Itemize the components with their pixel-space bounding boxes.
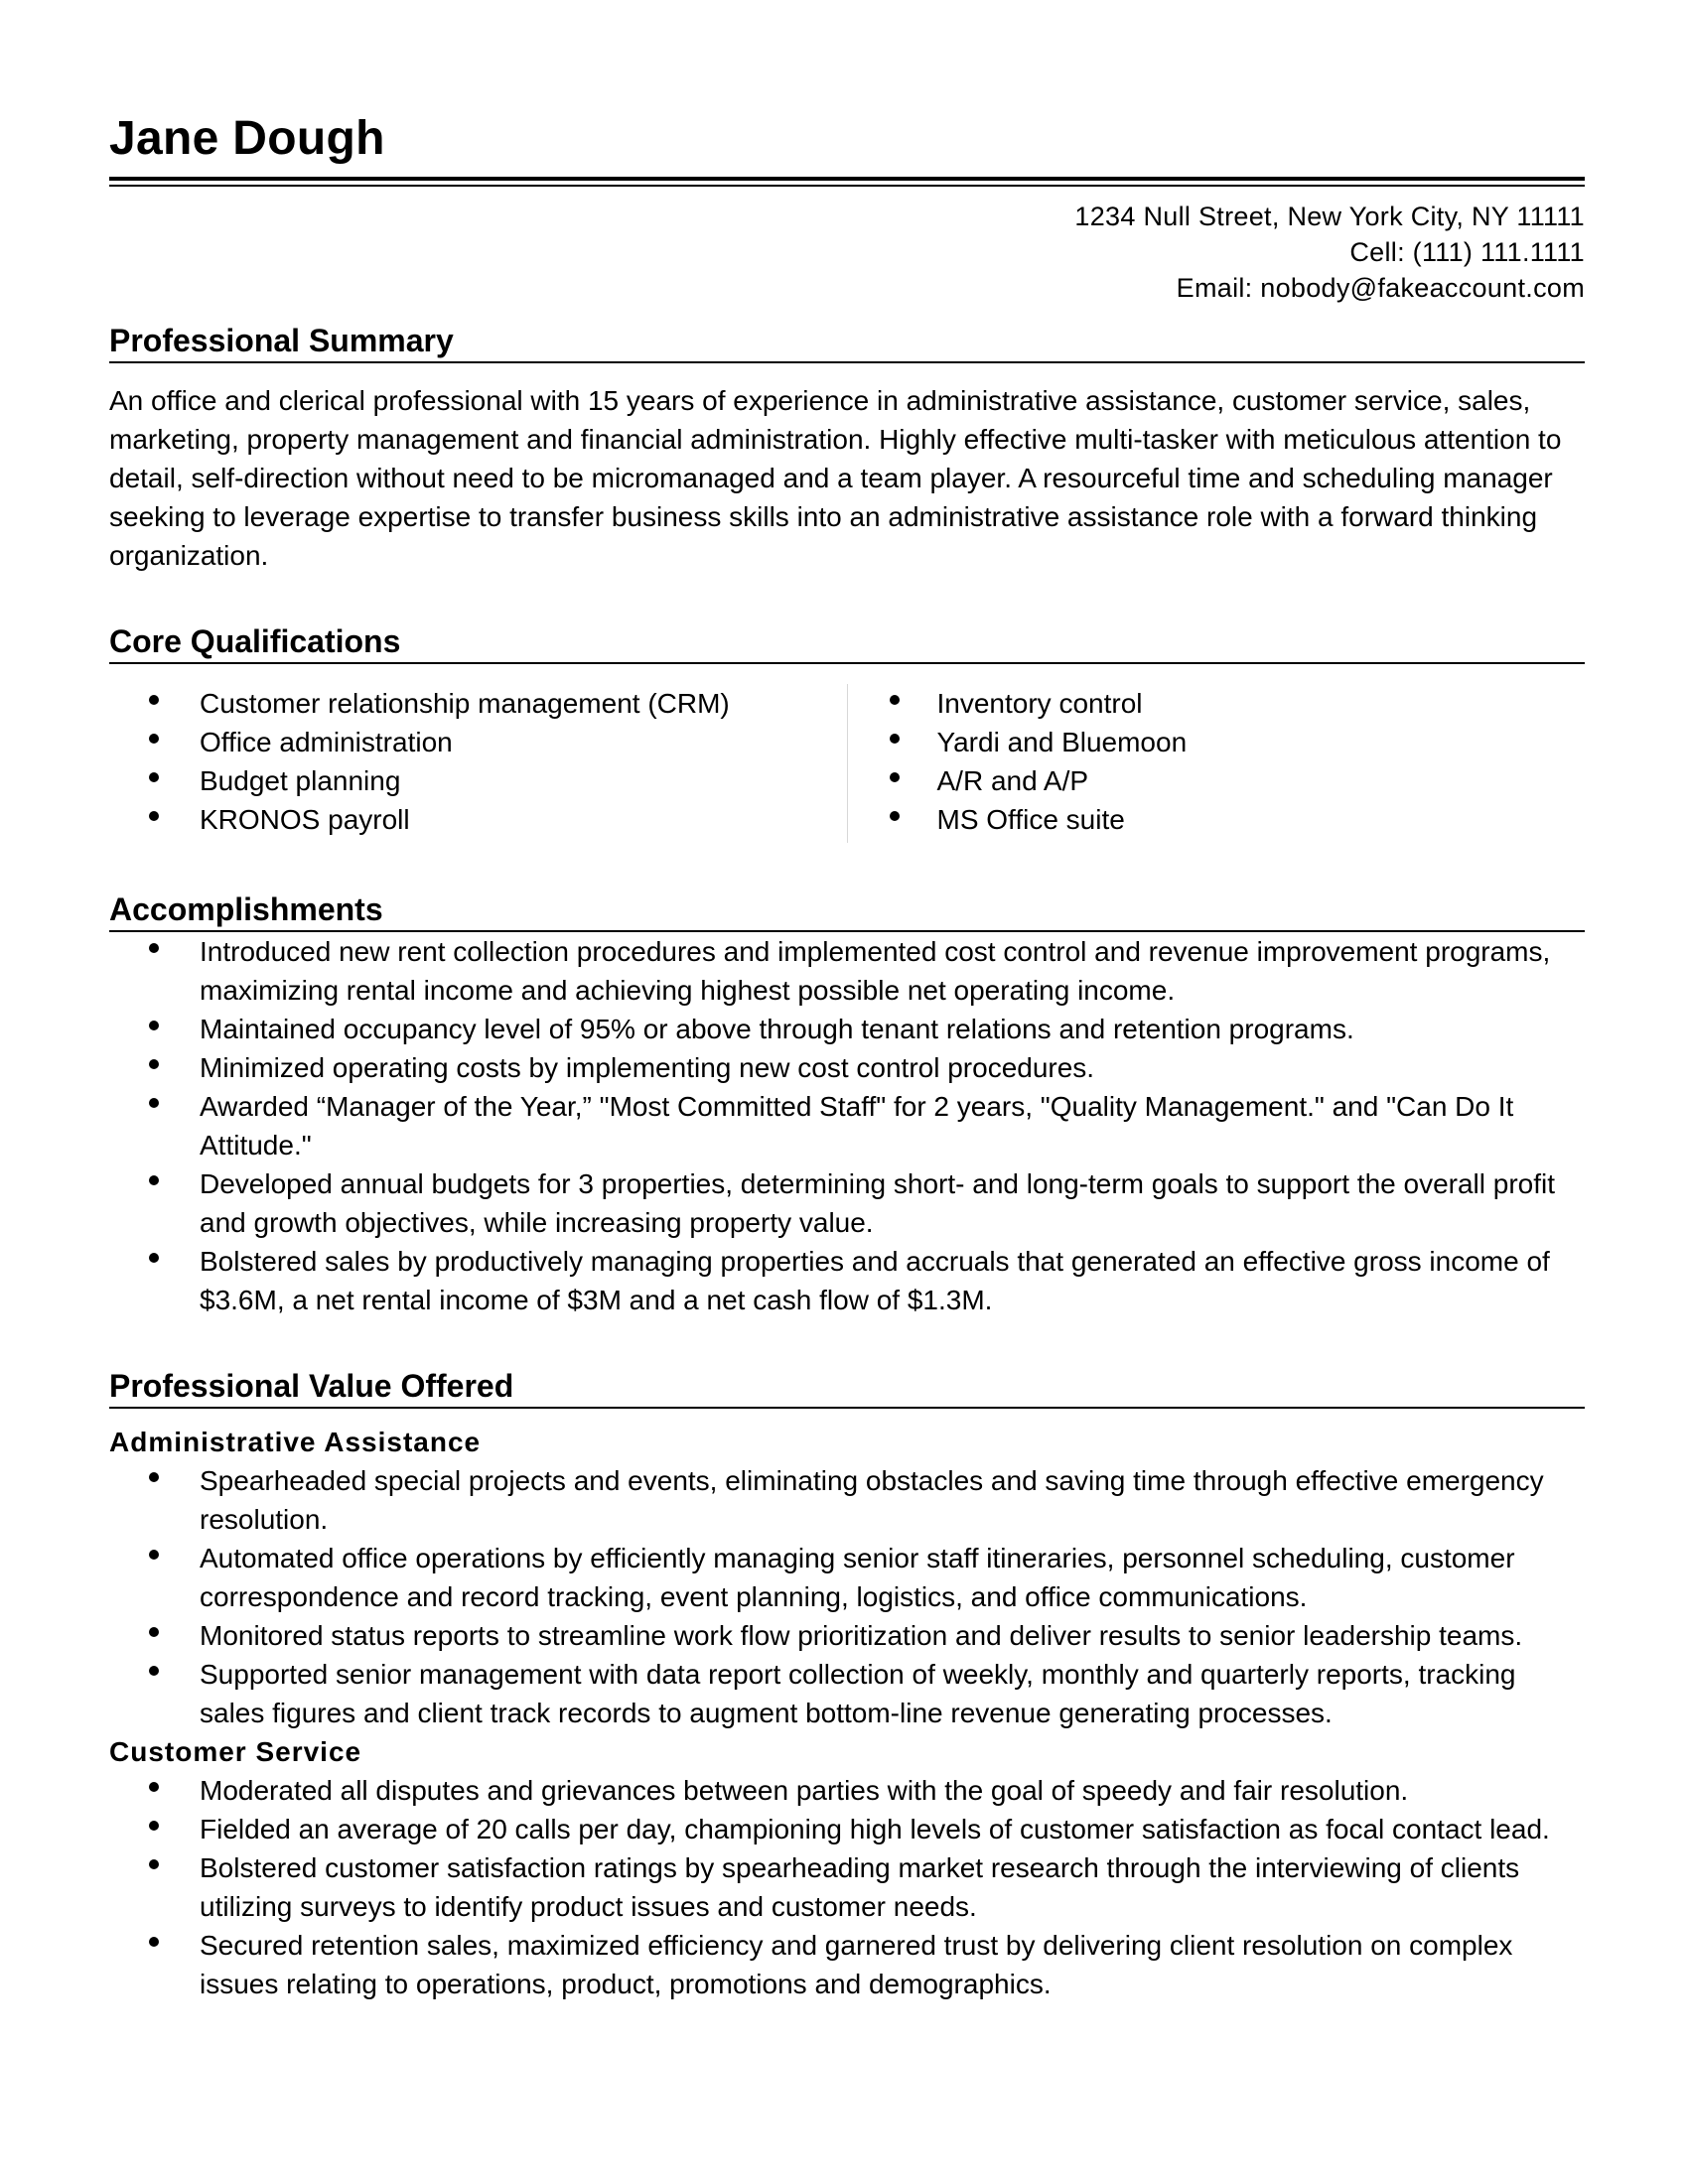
list-item: Spearheaded special projects and events, eliminating obstacles and saving time through effective emergency resolution.: [109, 1461, 1585, 1539]
bullet-icon: [149, 811, 159, 821]
section-core-qualifications: [109, 622, 1585, 843]
list-item: Minimized operating costs by implementing new cost control procedures.: [109, 1048, 1585, 1087]
bullet-icon: [149, 1175, 159, 1185]
list-item: Inventory control: [848, 684, 1586, 723]
bullet-icon: [149, 943, 159, 953]
contact-block: [109, 199, 1585, 306]
bullet-icon: [149, 1782, 159, 1792]
list-item: Supported senior management with data report collection of weekly, monthly and quarterly reports, tracking sales figures and client track records to augment bottom-line revenue generating processes.: [109, 1655, 1585, 1732]
list-item: Budget planning: [109, 761, 847, 800]
bullet-icon: [149, 1253, 159, 1263]
bullet-icon: [149, 1666, 159, 1676]
bullet-icon: [149, 772, 159, 782]
header-rule: [109, 177, 1585, 181]
admin-list: [109, 1461, 1585, 1732]
section-title: Professional Summary: [109, 322, 1585, 363]
bullet-icon: [149, 734, 159, 744]
list-item: Moderated all disputes and grievances between parties with the goal of speedy and fair resolution.: [109, 1771, 1585, 1810]
contact-email: Email: nobody@fakeaccount.com: [1176, 273, 1585, 303]
section-title: Core Qualifications: [109, 622, 1585, 664]
qualifications-grid: [109, 684, 1585, 843]
candidate-name: Jane Dough: [109, 112, 385, 165]
section-professional-value: [109, 1367, 1585, 2003]
list-item: Customer relationship management (CRM): [109, 684, 847, 723]
list-item: Awarded “Manager of the Year,” "Most Committed Staff" for 2 years, "Quality Management." and "Can Do It Attitude.": [109, 1087, 1585, 1164]
qualifications-column-left: [109, 684, 848, 843]
subsection-title-admin: Administrative Assistance: [109, 1427, 482, 1457]
section-professional-summary: [109, 322, 1585, 575]
bullet-icon: [149, 1098, 159, 1108]
bullet-icon: [149, 1821, 159, 1831]
bullet-icon: [149, 695, 159, 705]
section-title: Accomplishments: [109, 890, 1585, 932]
bullet-icon: [149, 1859, 159, 1869]
section-title: Professional Value Offered: [109, 1367, 1585, 1409]
list-item: Fielded an average of 20 calls per day, championing high levels of customer satisfaction as focal contact lead.: [109, 1810, 1585, 1848]
list-item: Yardi and Bluemoon: [848, 723, 1586, 761]
qualifications-column-right: [848, 684, 1586, 843]
list-item: Office administration: [109, 723, 847, 761]
summary-text: An office and clerical professional with 15 years of experience in administrative assistance, customer service, sales, marketing, property management and financial administration. Highly effective multi-tasker with meticulous attention to detail, self-direction without need to be micromanaged and a team player. A resourceful time and scheduling manager seeking to leverage expertise to transfer business skills into an administrative assistance role with a forward thinking organization.: [109, 385, 1562, 571]
list-item: Secured retention sales, maximized efficiency and garnered trust by delivering client resolution on complex issues relating to operations, product, promotions and demographics.: [109, 1926, 1585, 2003]
accomplishments-list: [109, 932, 1585, 1319]
resume-page: [109, 111, 1585, 2003]
subsection-title-customer: Customer Service: [109, 1736, 362, 1767]
bullet-icon: [890, 734, 900, 744]
section-accomplishments: [109, 890, 1585, 1319]
list-item: Maintained occupancy level of 95% or above through tenant relations and retention programs.: [109, 1010, 1585, 1048]
bullet-icon: [890, 772, 900, 782]
bullet-icon: [149, 1627, 159, 1637]
bullet-icon: [149, 1021, 159, 1030]
list-item: KRONOS payroll: [109, 800, 847, 839]
list-item: Bolstered sales by productively managing properties and accruals that generated an effective gross income of $3.6M, a net rental income of $3M and a net cash flow of $1.3M.: [109, 1242, 1585, 1319]
bullet-icon: [149, 1937, 159, 1947]
list-item: A/R and A/P: [848, 761, 1586, 800]
list-item: Automated office operations by efficiently managing senior staff itineraries, personnel scheduling, customer correspondence and record tracking, event planning, logistics, and office communications.: [109, 1539, 1585, 1616]
list-item: MS Office suite: [848, 800, 1586, 839]
bullet-icon: [149, 1059, 159, 1069]
header-rule-thin: [109, 185, 1585, 187]
list-item: Bolstered customer satisfaction ratings by spearheading market research through the interviewing of clients utilizing surveys to identify product issues and customer needs.: [109, 1848, 1585, 1926]
list-item: Monitored status reports to streamline work flow prioritization and deliver results to senior leadership teams.: [109, 1616, 1585, 1655]
contact-cell: Cell: (111) 111.1111: [1349, 237, 1585, 267]
bullet-icon: [890, 811, 900, 821]
customer-list: [109, 1771, 1585, 2003]
bullet-icon: [149, 1472, 159, 1482]
list-item: Developed annual budgets for 3 properties, determining short- and long-term goals to support the overall profit and growth objectives, while increasing property value.: [109, 1164, 1585, 1242]
bullet-icon: [149, 1550, 159, 1560]
bullet-icon: [890, 695, 900, 705]
contact-address: 1234 Null Street, New York City, NY 11111: [1074, 202, 1585, 231]
list-item: Introduced new rent collection procedures and implemented cost control and revenue improvement programs, maximizing rental income and achieving highest possible net operating income.: [109, 932, 1585, 1010]
